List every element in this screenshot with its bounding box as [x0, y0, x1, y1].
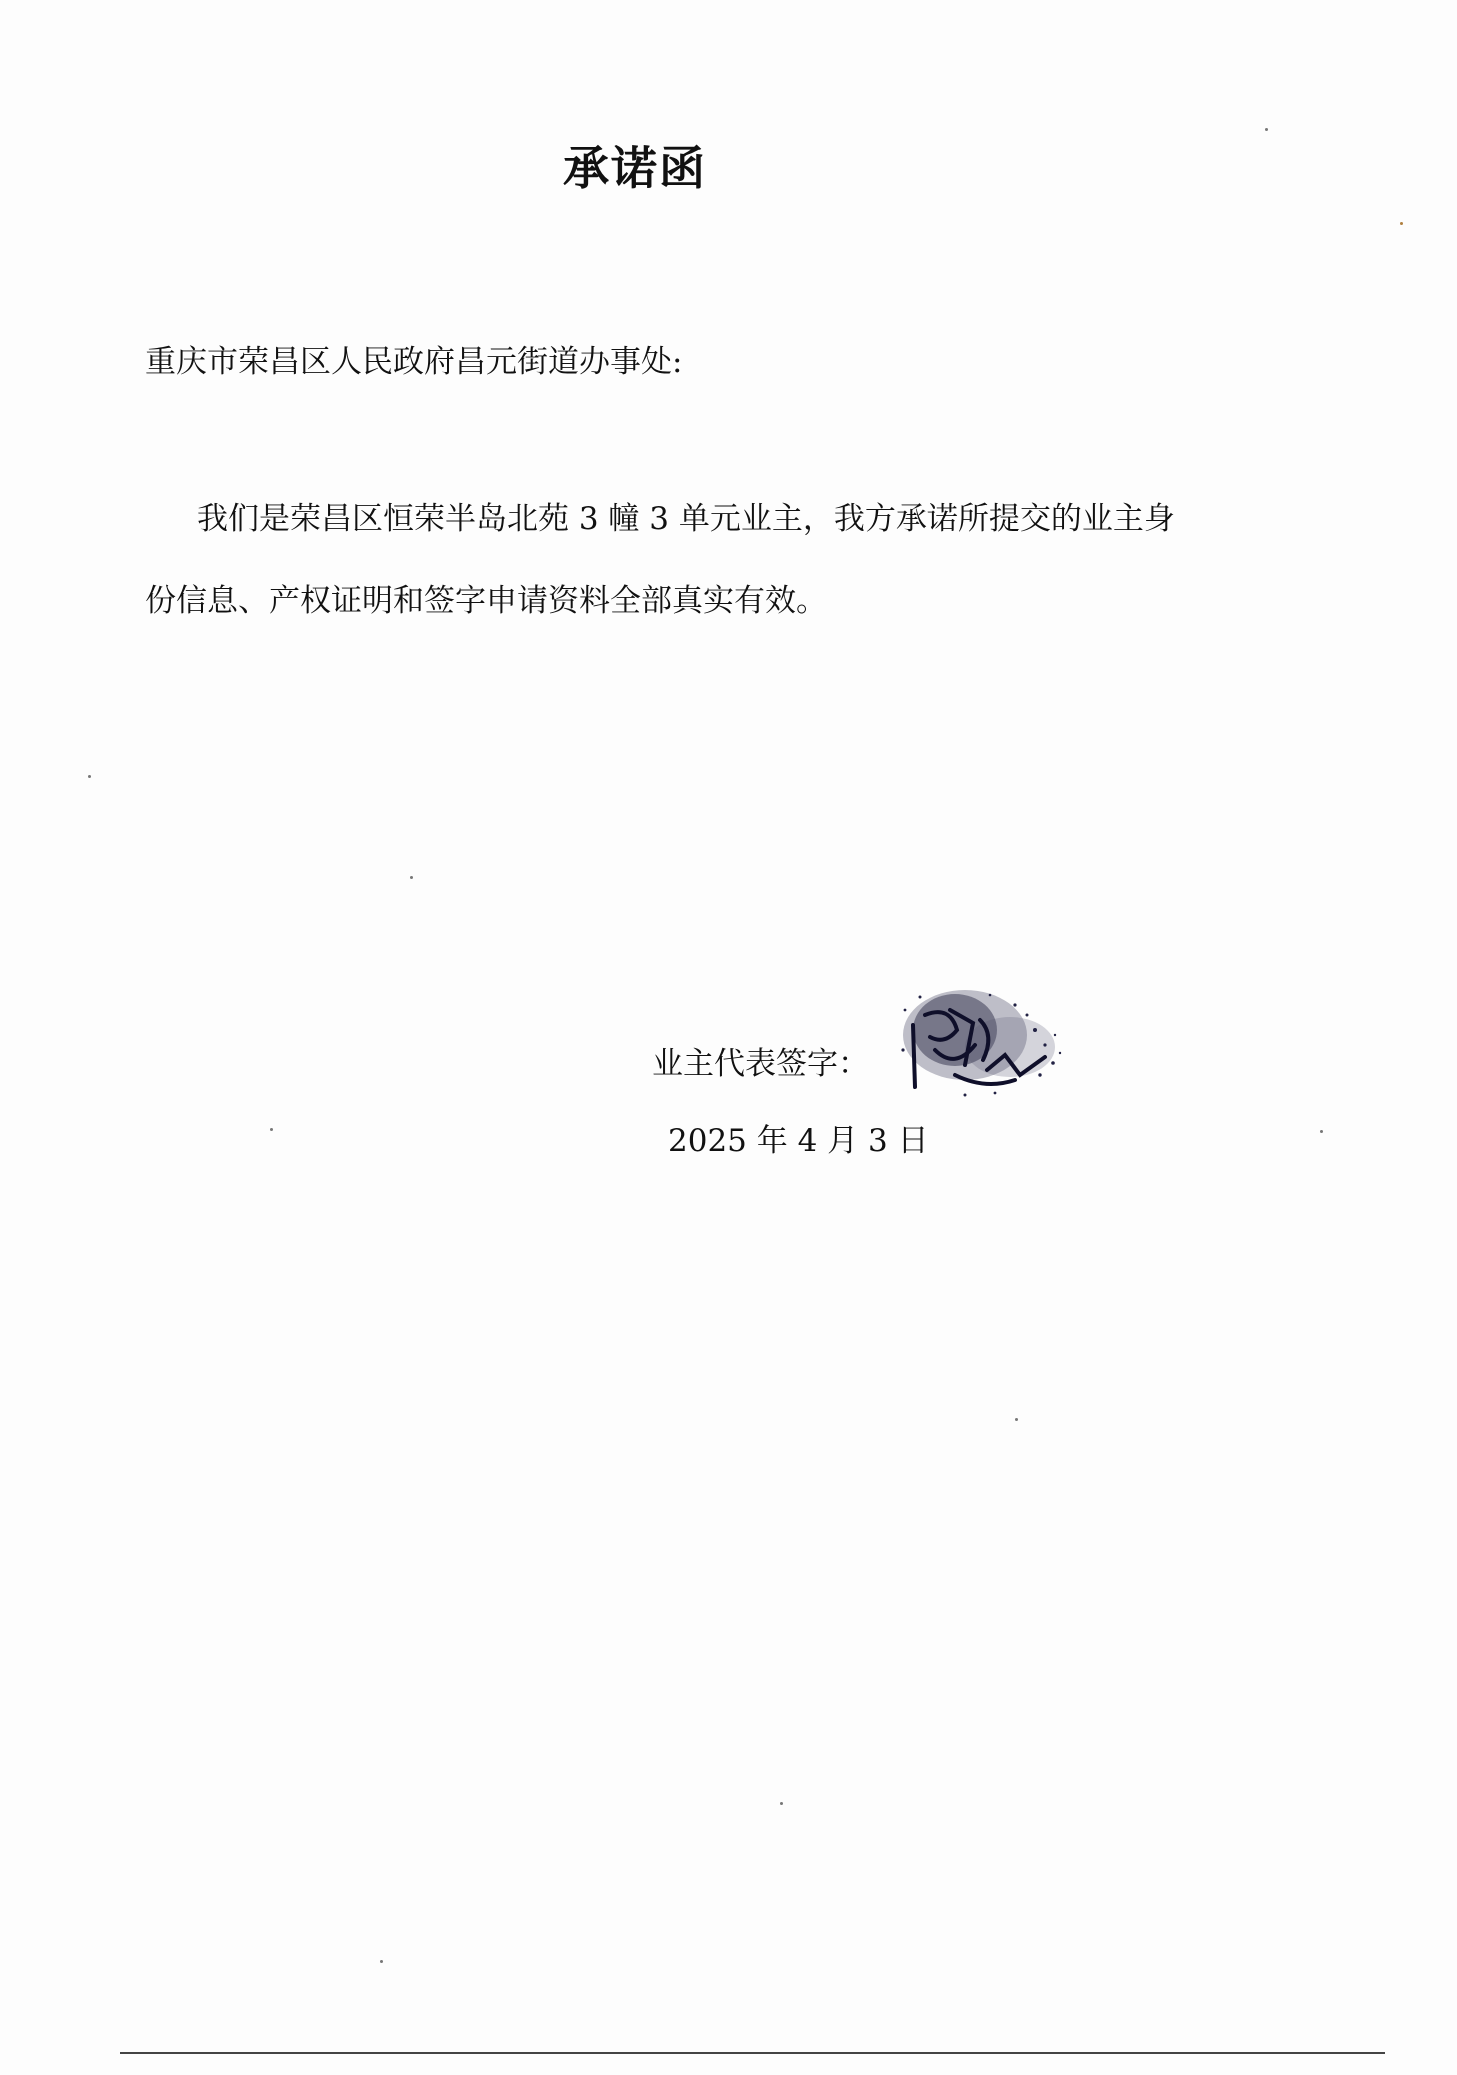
signing-date: 2025 年 4 月 3 日	[668, 1123, 929, 1159]
scan-speck	[1015, 1418, 1018, 1421]
addressee-line: 重庆市荣昌区人民政府昌元街道办事处:	[145, 344, 683, 380]
scan-speck	[410, 876, 413, 879]
signature-label: 业主代表签字：	[652, 1046, 869, 1082]
bottom-rule-line	[120, 2052, 1385, 2054]
scan-speck	[1320, 1130, 1323, 1133]
handwritten-signature-image	[895, 975, 1070, 1105]
scan-speck	[1400, 222, 1403, 225]
scan-speck	[1265, 128, 1268, 131]
scan-speck	[270, 1128, 273, 1131]
document-title: 承诺函	[563, 141, 707, 195]
commitment-paragraph: 我们是荣昌区恒荣半岛北苑 3 幢 3 单元业主，我方承诺所提交的业主身份信息、产权证明和签字申请资料全部真实有效。	[145, 501, 1175, 619]
scan-speck	[780, 1802, 783, 1805]
scan-speck	[380, 1960, 383, 1963]
scan-speck	[88, 775, 91, 778]
